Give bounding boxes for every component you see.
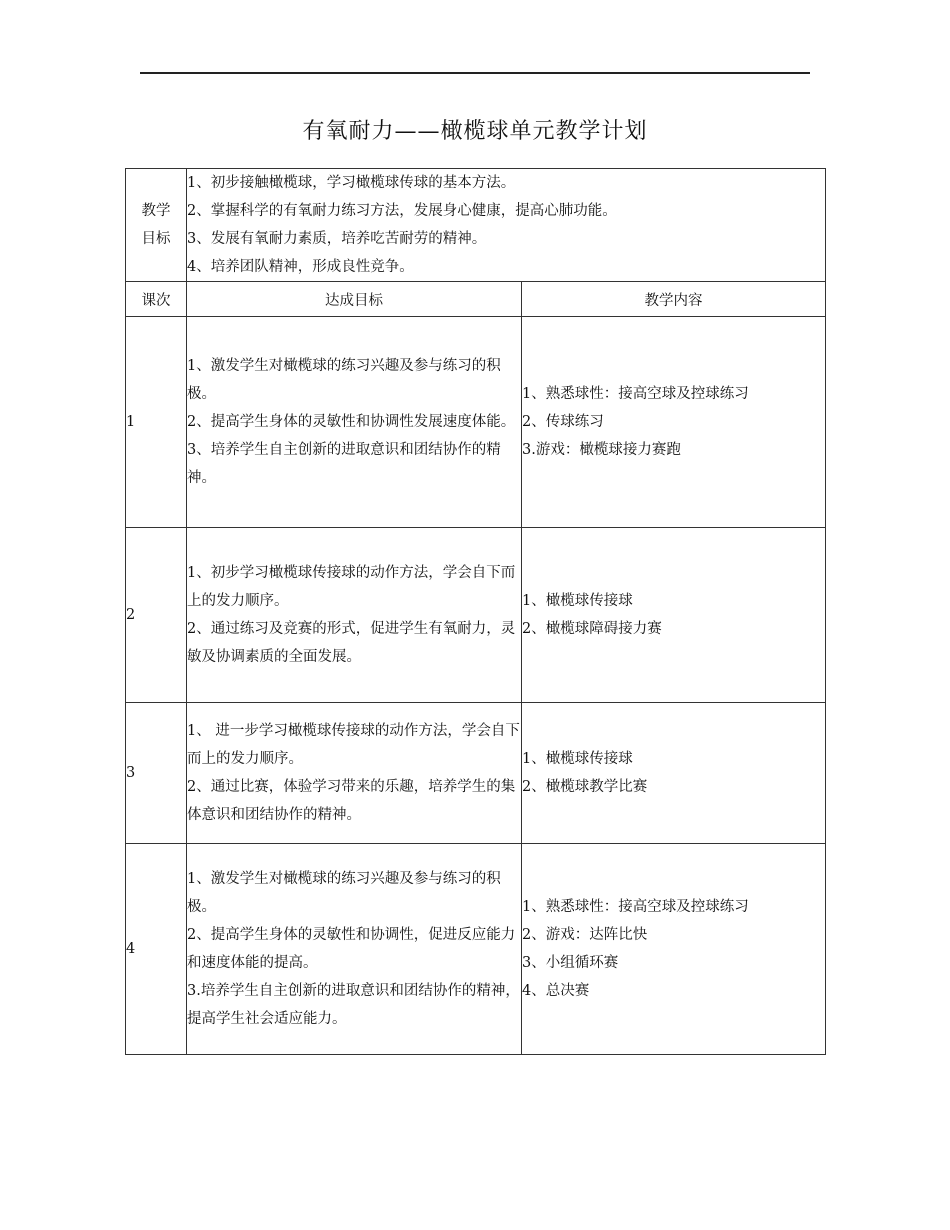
lesson-content [522,528,826,703]
content-item: 1、熟悉球性：接高空球及控球练习 [522,386,749,402]
lesson-objectives [187,703,522,844]
content-item: 3、小组循环赛 [522,955,619,971]
goals-row [126,169,826,282]
lesson-number: 1 [126,317,187,528]
lesson-number: 3 [126,703,187,844]
page-title: 有氧耐力——橄榄球单元教学计划 [302,119,648,144]
content-item: 4、总决赛 [522,983,590,999]
objective-item: 2、提高学生身体的灵敏性和协调性发展速度体能。 [187,414,516,430]
lesson-row-3 [126,703,826,844]
lesson-plan-table [125,168,826,1055]
goal-item: 1、初步接触橄榄球，学习橄榄球传球的基本方法。 [187,175,516,191]
lesson-objectives [187,844,522,1055]
lesson-content [522,844,826,1055]
column-header-content: 教学内容 [522,282,826,317]
lesson-row-2 [126,528,826,703]
column-header-objectives: 达成目标 [187,282,522,317]
lesson-row-1 [126,317,826,528]
goals-list-cell [187,169,826,282]
objective-item: 3.培养学生自主创新的进取意识和团结协作的精神，提高学生社会适应能力。 [187,983,520,1027]
goal-item: 2、掌握科学的有氧耐力练习方法，发展身心健康，提高心肺功能。 [187,203,617,219]
objective-item: 2、通过比赛，体验学习带来的乐趣，培养学生的集体意识和团结协作的精神。 [187,779,516,823]
objective-item: 2、通过练习及竞赛的形式，促进学生有氧耐力，灵敏及协调素质的全面发展。 [187,621,516,665]
content-item: 2、传球练习 [522,414,604,430]
objective-item: 1、激发学生对橄榄球的练习兴趣及参与练习的积极。 [187,871,501,915]
lesson-objectives [187,528,522,703]
content-item: 2、橄榄球障碍接力赛 [522,621,662,637]
lesson-number: 2 [126,528,187,703]
lesson-objectives [187,317,522,528]
column-header-lesson: 课次 [126,282,187,317]
objective-item: 1、激发学生对橄榄球的练习兴趣及参与练习的积极。 [187,358,501,402]
objective-item: 1、 进一步学习橄榄球传接球的动作方法，学会自下而上的发力顺序。 [187,723,520,767]
column-header-row [126,282,826,317]
goals-label-cell [126,169,187,282]
objective-item: 1、初步学习橄榄球传接球的动作方法，学会自下而上的发力顺序。 [187,565,516,609]
lesson-row-4 [126,844,826,1055]
goal-item: 4、培养团队精神，形成良性竞争。 [187,259,414,275]
objective-item: 2、提高学生身体的灵敏性和协调性，促进反应能力和速度体能的提高。 [187,927,516,971]
lesson-content [522,317,826,528]
content-item: 3.游戏：橄榄球接力赛跑 [522,442,681,458]
content-item: 1、橄榄球传接球 [522,751,633,767]
goals-label-line-1: 教学 [141,203,171,219]
content-item: 2、橄榄球教学比赛 [522,779,648,795]
lesson-content [522,703,826,844]
header-rule [140,72,810,74]
goal-item: 3、发展有氧耐力素质，培养吃苦耐劳的精神。 [187,231,487,247]
lesson-number: 4 [126,844,187,1055]
objective-item: 3、培养学生自主创新的进取意识和团结协作的精神。 [187,442,501,486]
goals-label-line-2: 目标 [141,231,171,247]
content-item: 2、游戏：达阵比快 [522,927,648,943]
content-item: 1、橄榄球传接球 [522,593,633,609]
content-item: 1、熟悉球性：接高空球及控球练习 [522,899,749,915]
